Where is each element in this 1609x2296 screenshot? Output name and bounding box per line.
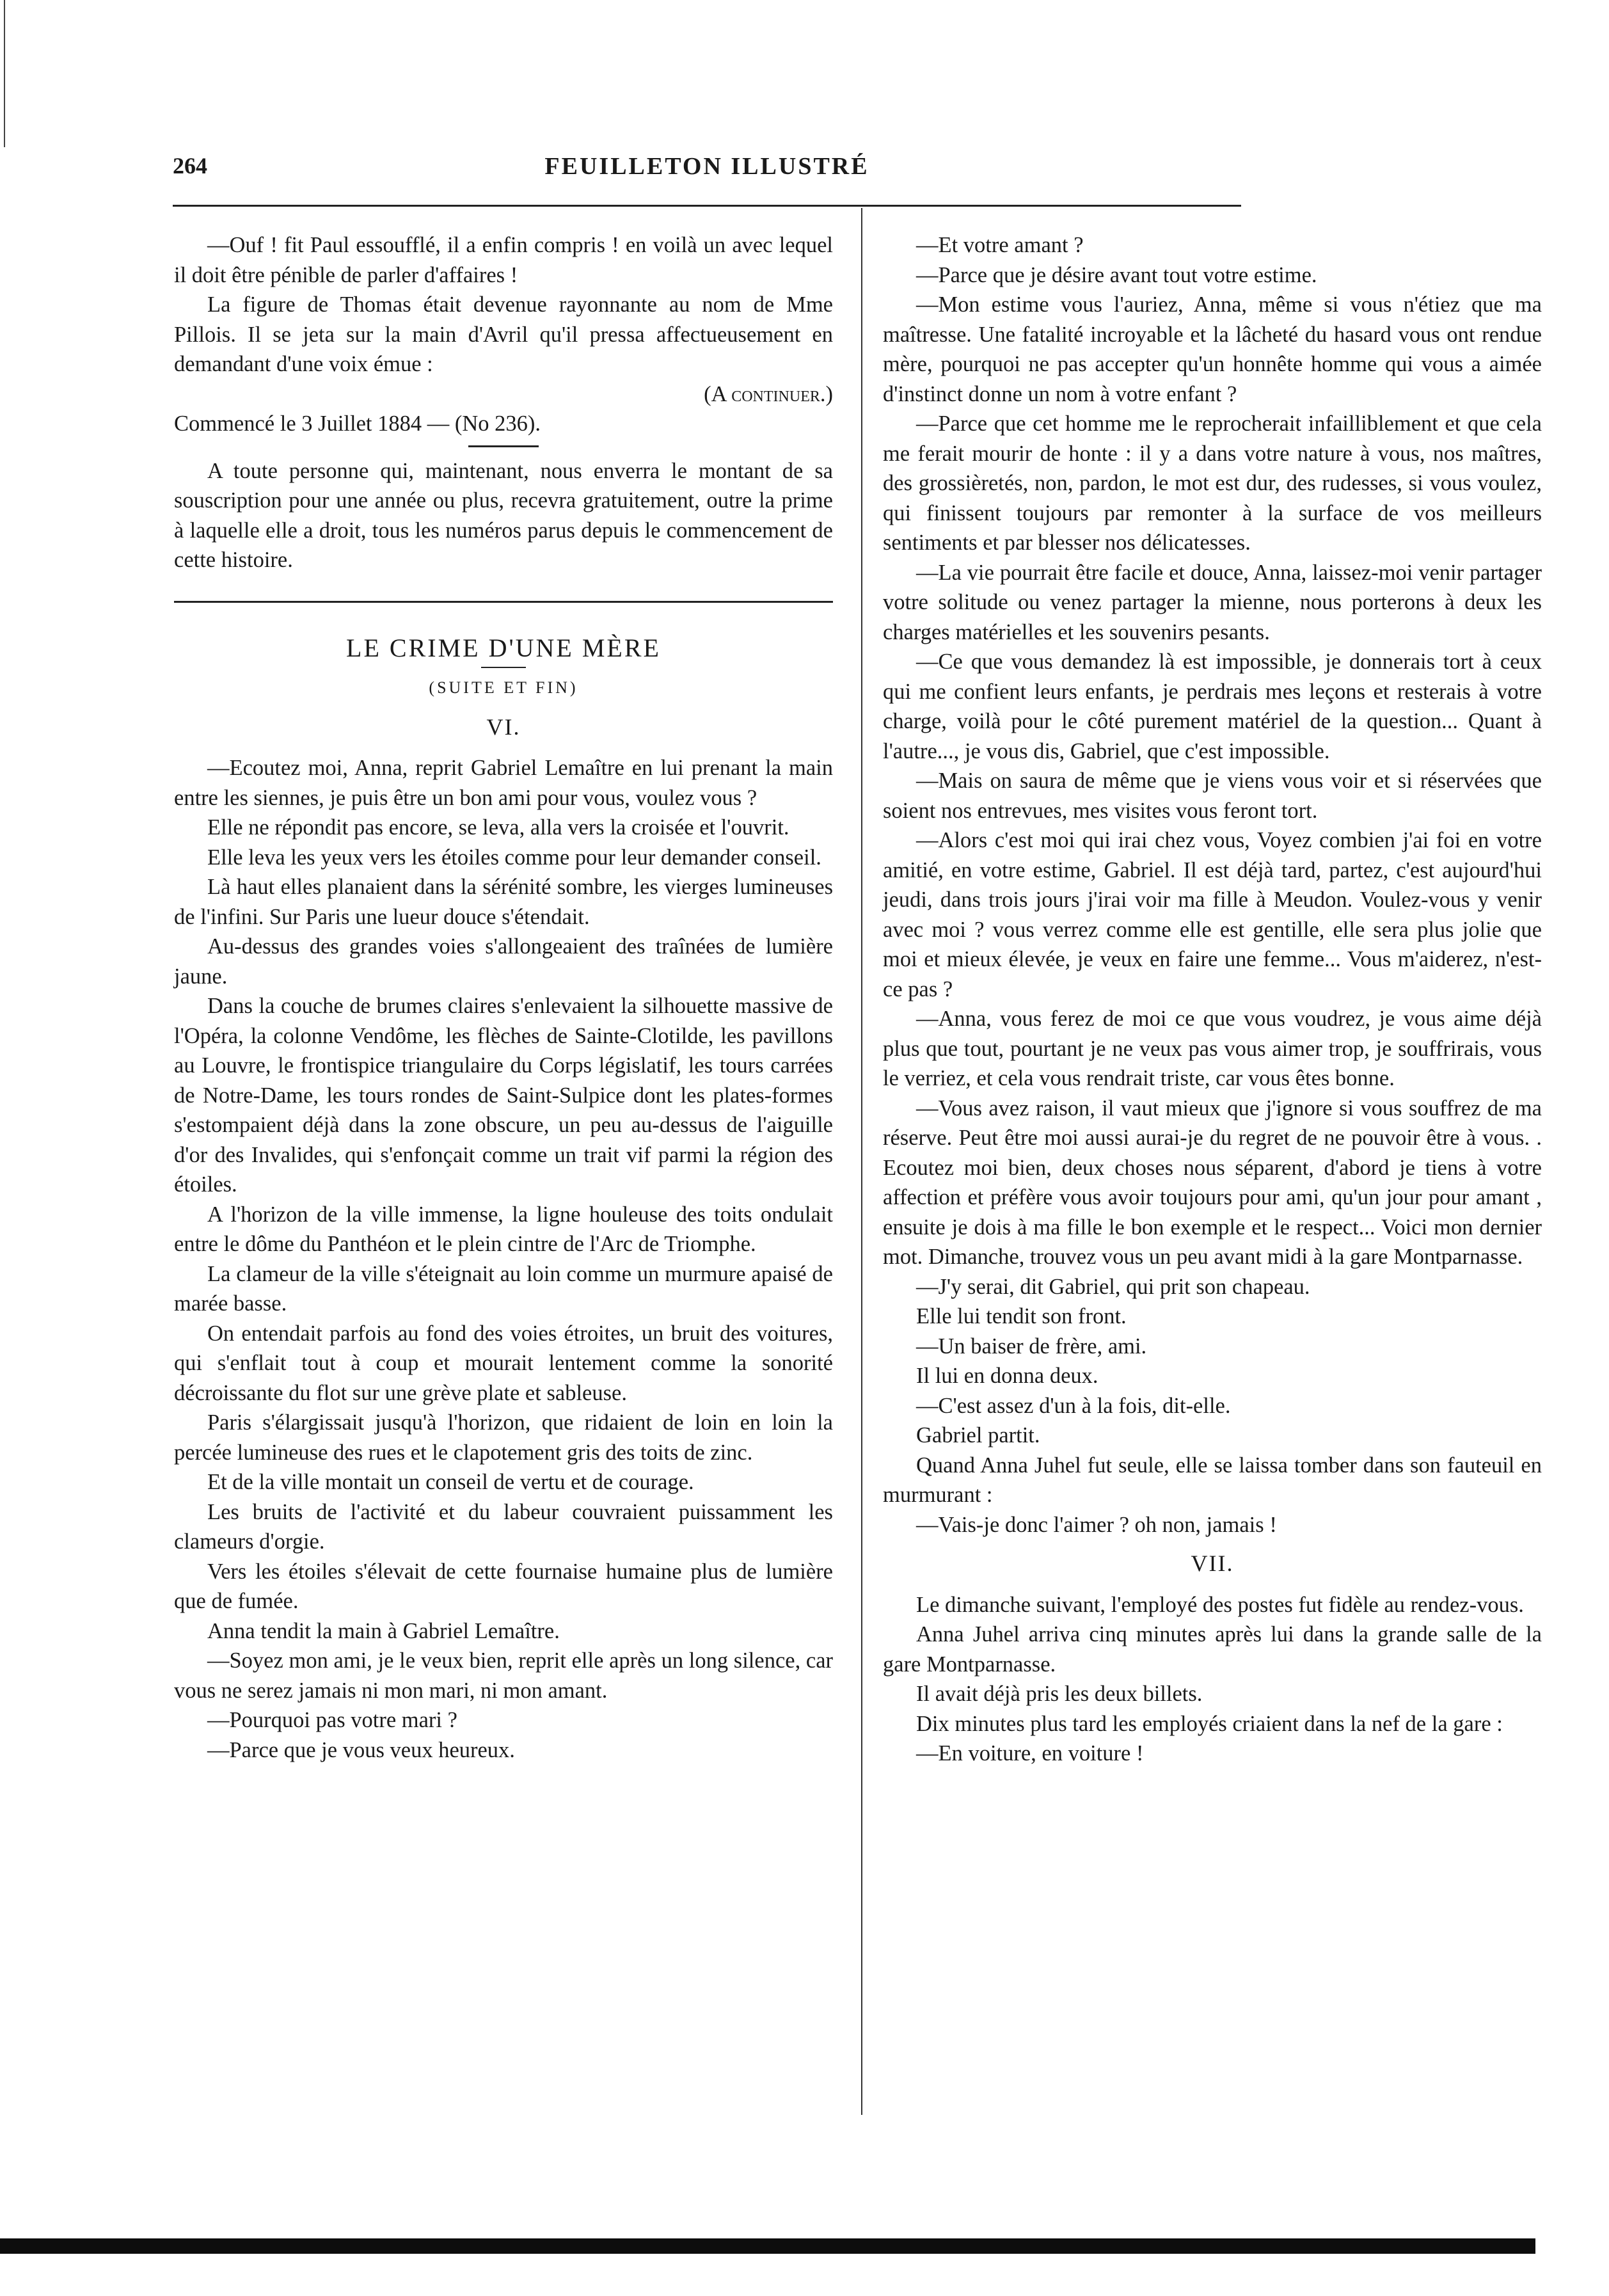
section-rule — [174, 601, 833, 603]
paragraph: —Alors c'est moi qui irai chez vous, Voyez combien j'ai foi en votre amitié, en votre estime, Gabriel. Il est déjà tard, partez, c'est aujourd'hui jeudi, dans trois jours j'irai voir ma fille à Meudon. Voulez-vous y venir avec moi ? vous verrez comme elle est gentille, elle sera plus jolie que moi et mieux élevée, je veux en faire une femme... Vous m'aiderez, n'est-ce pas ? — [883, 828, 1542, 1001]
left-column — [174, 230, 833, 1765]
paragraph: Et de la ville montait un conseil de vertu et de courage. — [207, 1470, 694, 1494]
paragraph: —Un baiser de frère, ami. — [916, 1334, 1147, 1359]
paragraph: La figure de Thomas était devenue rayonnante au nom de Mme Pillois. Il se jeta sur la main d'Avril qu'il pressa affectueusement en demandant d'une voix émue : — [174, 292, 833, 376]
paragraph: —Anna, vous ferez de moi ce que vous voudrez, je vous aime déjà plus que tout, pourtant je ne veux pas vous aimer trop, je souffrirais, vous le verriez, et cela vous rendrait triste, car vous êtes bonne. — [883, 1007, 1542, 1090]
left-story-text — [174, 753, 833, 1765]
paragraph: —Parce que cet homme me le reprocherait infailliblement et que cela me ferait mourir de honte : il y a dans votre nature à vous, nos maîtres, des grossièretés, non, pardon, le mot est dur, des rudesses, si vous voulez, qui finissent toujours par remonter à la surface de vos meilleurs sentiments et par blesser nos délicatesses. — [883, 411, 1542, 555]
column-divider — [861, 208, 862, 2115]
paragraph: —Soyez mon ami, je le veux bien, reprit elle après un long silence, car vous ne serez jamais ni mon mari, ni mon amant. — [174, 1648, 833, 1703]
paragraph: Il lui en donna deux. — [916, 1364, 1098, 1388]
paragraph: On entendait parfois au fond des voies étroites, un bruit des voitures, qui s'enflait tout à coup et mourait lentement comme la sonorité décroissante du flot sur une grève plate et sableuse. — [174, 1321, 833, 1405]
right-story-text — [883, 230, 1542, 1540]
paragraph: —Vous avez raison, il vaut mieux que j'ignore si vous souffrez de ma réserve. Peut être moi aussi aurai-je du regret de ne pouvoir être à vous. . Ecoutez moi bien, deux choses nous séparent, d'abord je tiens à votre affection et préfère vous avoir toujours pour ami, qu'un jour pour amant , ensuite je dois à ma fille le bon exemple et le respect... Voici mon dernier mot. Dimanche, trouvez vous un peu avant midi à la gare Montparnasse. — [883, 1096, 1542, 1269]
paragraph: Vers les étoiles s'élevait de cette fournaise humaine plus de lumière que de fumée. — [174, 1559, 833, 1613]
paragraph: Au-dessus des grandes voies s'allongeaient des traînées de lumière jaune. — [174, 934, 833, 989]
right-story-text-continued — [883, 1590, 1542, 1769]
paragraph: Anna tendit la main à Gabriel Lemaître. — [207, 1618, 560, 1643]
paragraph: Dans la couche de brumes claires s'enlevaient la silhouette massive de l'Opéra, la colonne Vendôme, les flèches de Sainte-Clotilde, les pavillons au Louvre, le frontispice triangulaire du Corps législatif, les tours carrées de Notre-Dame, les tours rondes de Saint-Sulpice dont les plates-formes s'estompaient déjà dans la zone obscure, un peu au-dessus de l'aiguille d'or des Invalides, qui s'enfonçait comme un trait vif parmi la région des étoiles. — [174, 994, 833, 1197]
paragraph: —Ce que vous demandez là est impossible, je donnerais tort à ceux qui me confient leurs enfants, je perdrais mes leçons et resterais à votre charge, voilà pour le côté purement matériel de la question... Quant à l'autre..., je vous dis, Gabriel, que c'est impossible. — [883, 650, 1542, 763]
chapter-heading: VII. — [1191, 1551, 1234, 1576]
paragraph: Gabriel partit. — [916, 1423, 1040, 1447]
paragraph: Il avait déjà pris les deux billets. — [916, 1682, 1203, 1706]
paragraph: —La vie pourrait être facile et douce, Anna, laissez-moi venir partager votre solitude ou venez partager la mienne, nous porterons à deux les charges matérielles et les souvenirs pesants. — [883, 560, 1542, 644]
separator-rule — [468, 445, 539, 447]
paragraph: Quand Anna Juhel fut seule, elle se laissa tomber dans son fauteuil en murmurant : — [883, 1453, 1542, 1507]
running-title: FEUILLETON ILLUSTRÉ — [544, 153, 869, 180]
paragraph: —Vais-je donc l'aimer ? oh non, jamais ! — [916, 1512, 1277, 1537]
paragraph: —Pourquoi pas votre mari ? — [207, 1708, 457, 1732]
page-number: 264 — [173, 153, 207, 179]
paragraph: Les bruits de l'activité et du labeur couvraient puissamment les clameurs d'orgie. — [174, 1499, 833, 1554]
paragraph: Elle lui tendit son front. — [916, 1304, 1127, 1328]
paragraph: —Parce que je vous veux heureux. — [207, 1737, 515, 1762]
paragraph: —Et votre amant ? — [916, 233, 1084, 257]
paragraph: A l'horizon de la ville immense, la ligne houleuse des toits ondulait entre le dôme du Panthéon et le plein cintre de l'Arc de Triomphe. — [174, 1202, 833, 1256]
paragraph: —Mais on saura de même que je viens vous voir et si réservées que soient nos entrevues, mes visites vous feront tort. — [883, 769, 1542, 823]
paragraph: —En voiture, en voiture ! — [916, 1741, 1144, 1766]
story-title: LE CRIME D'UNE MÈRE — [346, 633, 661, 662]
right-column — [883, 230, 1542, 1769]
paragraph: Dix minutes plus tard les employés criaient dans la nef de la gare : — [916, 1711, 1503, 1736]
page-header — [173, 152, 1241, 191]
paragraph: Elle leva les yeux vers les étoiles comme pour leur demander conseil. — [207, 845, 821, 870]
paragraph: Là haut elles planaient dans la sérénité sombre, les vierges lumineuses de l'infini. Sur Paris une lueur douce s'étendait. — [174, 875, 833, 929]
paragraph: Le dimanche suivant, l'employé des postes fut fidèle au rendez-vous. — [916, 1592, 1524, 1617]
scan-edge-mark — [4, 0, 5, 147]
paragraph: —Parce que je désire avant tout votre estime. — [916, 262, 1317, 287]
paragraph: La clameur de la ville s'éteignait au loin comme un murmure apaisé de marée basse. — [174, 1261, 833, 1316]
paragraph: Elle ne répondit pas encore, se leva, alla vers la croisée et l'ouvrit. — [207, 815, 789, 840]
to-be-continued: (A continuer.) — [704, 381, 833, 406]
page-bottom-band — [0, 2238, 1535, 2254]
paragraph: —Mon estime vous l'auriez, Anna, même si vous n'étiez que ma maîtresse. Une fatalité incroyable et la lâcheté du hasard vous ont rendue mère, pourquoi ne pas accepter qu'un honnête homme qui vous a aimée d'instinct donne un nom à votre enfant ? — [883, 292, 1542, 406]
subscription-notice: A toute personne qui, maintenant, nous enverra le montant de sa souscription pour une année ou plus, recevra gratuitement, outre la prime à laquelle elle a droit, tous les numéros parus depuis le commencement de cette histoire. — [174, 458, 833, 572]
paragraph: —J'y serai, dit Gabriel, qui prit son chapeau. — [916, 1274, 1310, 1299]
paragraph: —Ouf ! fit Paul essoufflé, il a enfin compris ! en voilà un avec lequel il doit être pénible de parler d'affaires ! — [174, 233, 833, 287]
paragraph: —C'est assez d'un à la fois, dit-elle. — [916, 1393, 1231, 1418]
paragraph: Anna Juhel arriva cinq minutes après lui dans la grande salle de la gare Montparnasse. — [883, 1622, 1542, 1677]
paragraph: —Ecoutez moi, Anna, reprit Gabriel Lemaître en lui prenant la main entre les siennes, je puis être un bon ami pour vous, voulez vous ? — [174, 756, 833, 810]
story-subtitle: (SUITE ET FIN) — [429, 678, 578, 697]
title-rule — [481, 667, 526, 668]
chapter-heading: VI. — [486, 714, 521, 740]
commenced-note: Commencé le 3 Juillet 1884 — (No 236). — [174, 411, 541, 436]
paragraph: Paris s'élargissait jusqu'à l'horizon, que ridaient de loin en loin la percée lumineuse des rues et le clapotement gris des toits de zinc. — [174, 1410, 833, 1465]
header-rule — [173, 205, 1241, 207]
